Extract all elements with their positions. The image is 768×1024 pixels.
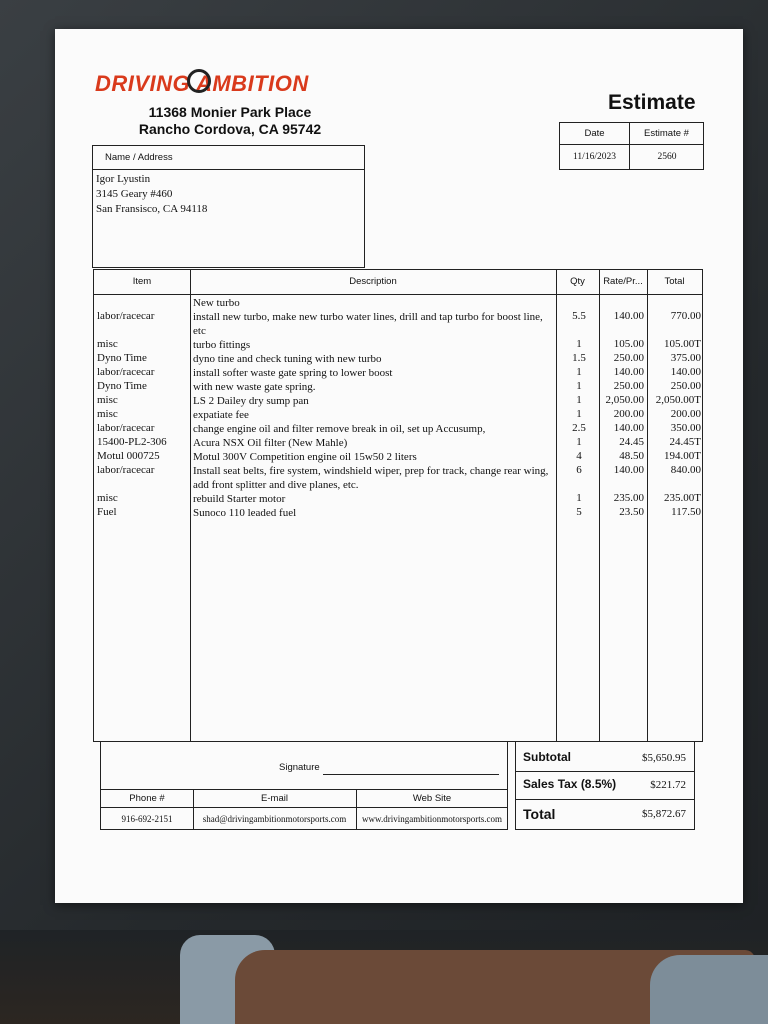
- totals-box: [515, 741, 695, 830]
- signature-contact-box: [100, 741, 508, 830]
- phone-label: Phone #: [129, 793, 165, 804]
- line-items-table: [93, 269, 703, 742]
- header-divider: [94, 294, 702, 295]
- qty-cell: 6: [576, 464, 582, 476]
- website-value: www.drivingambitionmotorsports.com: [362, 814, 502, 824]
- description-cell: Acura NSX Oil filter (New Mahle): [193, 437, 348, 449]
- rate-cell: 48.50: [619, 450, 644, 462]
- total-cell: 350.00: [670, 422, 701, 434]
- total-cell: 235.00T: [664, 492, 701, 504]
- customer-street: 3145 Geary #460: [96, 188, 173, 200]
- header-description: Description: [349, 276, 397, 287]
- website-label: Web Site: [412, 793, 452, 804]
- customer-city: San Fransisco, CA 94118: [96, 203, 208, 215]
- customer-name: Igor Lyustin: [96, 173, 151, 185]
- description-cell: expatiate fee: [193, 409, 249, 421]
- total-cell: 2,050.00T: [655, 394, 701, 406]
- phone-value: 916-692-2151: [121, 814, 173, 824]
- item-cell: Fuel: [97, 506, 117, 518]
- qty-cell: 1: [576, 338, 582, 350]
- qty-cell: 1: [576, 408, 582, 420]
- logo-text: DRIVING AMBITION: [95, 71, 309, 96]
- header-qty: Qty: [570, 276, 585, 287]
- total-cell: 770.00: [670, 310, 701, 322]
- item-cell: labor/racecar: [97, 464, 155, 476]
- sleeve-right: [650, 955, 768, 1024]
- rate-cell: 105.00: [613, 338, 644, 350]
- header-rate: Rate/Pr...: [603, 276, 643, 287]
- company-address-line2: Rancho Cordova, CA 95742: [138, 121, 322, 137]
- signature-label: Signature: [279, 762, 320, 773]
- qty-cell: 4: [576, 450, 582, 462]
- email-label: E-mail: [261, 793, 288, 804]
- item-cell: labor/racecar: [97, 422, 155, 434]
- customer-box: [92, 145, 365, 268]
- description-cell: install softer waste gate spring to lower boost: [193, 367, 393, 379]
- qty-cell: 1: [576, 380, 582, 392]
- rate-cell: 140.00: [613, 464, 644, 476]
- document-title: Estimate: [608, 91, 696, 114]
- rate-cell: 140.00: [613, 310, 644, 322]
- header-total: Total: [664, 276, 685, 287]
- item-cell: 15400-PL2-306: [97, 436, 167, 448]
- customer-label: Name / Address: [93, 146, 364, 170]
- company-logo: [95, 71, 345, 97]
- total-cell: 194.00T: [664, 450, 701, 462]
- steering-wheel-icon: [187, 69, 211, 93]
- item-cell: misc: [97, 338, 118, 350]
- qty-cell: 1: [576, 394, 582, 406]
- total-cell: 375.00: [670, 352, 701, 364]
- estimate-meta-box: [559, 122, 704, 170]
- sales-tax-label: Sales Tax (8.5%): [523, 777, 617, 791]
- sales-tax-value: $221.72: [650, 779, 686, 791]
- total-label: Total: [523, 806, 556, 822]
- rate-cell: 140.00: [613, 366, 644, 378]
- description-cell: dyno tine and check tuning with new turbo: [193, 353, 382, 365]
- subtotal-value: $5,650.95: [642, 752, 686, 764]
- totals-divider: [516, 771, 694, 772]
- description-cell: Motul 300V Competition engine oil 15w50 2 liters: [193, 451, 417, 463]
- email-value: shad@drivingambitionmotorsports.com: [202, 814, 347, 824]
- description-cell: change engine oil and filter remove break in oil, set up Accusump,: [193, 423, 486, 435]
- rate-cell: 250.00: [613, 352, 644, 364]
- date-label: Date: [560, 123, 629, 145]
- description-cell: Sunoco 110 leaded fuel: [193, 507, 297, 519]
- rate-cell: 24.45: [619, 436, 644, 448]
- rate-cell: 200.00: [613, 408, 644, 420]
- description-cell: with new waste gate spring.: [193, 381, 316, 393]
- item-cell: Motul 000725: [97, 450, 160, 462]
- estimate-number: 2560: [629, 145, 704, 170]
- rate-cell: 140.00: [613, 422, 644, 434]
- description-cell: New turbo: [193, 297, 240, 309]
- company-address-line1: 11368 Monier Park Place: [148, 104, 312, 120]
- item-cell: Dyno Time: [97, 352, 147, 364]
- estimate-document: [55, 29, 743, 903]
- qty-cell: 1: [576, 492, 582, 504]
- header-item: Item: [132, 276, 152, 287]
- item-cell: misc: [97, 394, 118, 406]
- qty-cell: 2.5: [572, 422, 586, 434]
- total-cell: 24.45T: [669, 436, 701, 448]
- item-cell: labor/racecar: [97, 310, 155, 322]
- qty-cell: 1.5: [572, 352, 586, 364]
- rate-cell: 235.00: [613, 492, 644, 504]
- total-cell: 250.00: [670, 380, 701, 392]
- column-divider: [190, 270, 191, 741]
- description-cell: rebuild Starter motor: [193, 493, 286, 505]
- description-cell: Install seat belts, fire system, windshield wiper, prep for track, change rear wing, add front splitter and dive planes, etc.: [193, 465, 549, 491]
- description-cell: LS 2 Dailey dry sump pan: [193, 395, 309, 407]
- totals-divider: [516, 799, 694, 800]
- total-cell: 140.00: [670, 366, 701, 378]
- description-cell: turbo fittings: [193, 339, 251, 351]
- total-cell: 840.00: [670, 464, 701, 476]
- qty-cell: 5.5: [572, 310, 586, 322]
- rate-cell: 2,050.00: [605, 394, 644, 406]
- total-cell: 117.50: [671, 506, 701, 518]
- qty-cell: 1: [576, 366, 582, 378]
- subtotal-label: Subtotal: [523, 750, 571, 764]
- signature-line: [323, 774, 499, 775]
- qty-cell: 1: [576, 436, 582, 448]
- rate-cell: 250.00: [613, 380, 644, 392]
- total-cell: 200.00: [670, 408, 701, 420]
- estimate-date: 11/16/2023: [573, 152, 616, 162]
- estimate-number-label: Estimate #: [629, 123, 703, 145]
- total-cell: 105.00T: [664, 338, 701, 350]
- item-cell: labor/racecar: [97, 366, 155, 378]
- total-value: $5,872.67: [642, 808, 686, 820]
- rate-cell: 23.50: [619, 506, 644, 518]
- description-cell: install new turbo, make new turbo water lines, drill and tap turbo for boost line, etc: [193, 311, 543, 337]
- item-cell: Dyno Time: [97, 380, 147, 392]
- item-cell: misc: [97, 492, 118, 504]
- column-divider: [556, 270, 557, 741]
- item-cell: misc: [97, 408, 118, 420]
- qty-cell: 5: [576, 506, 582, 518]
